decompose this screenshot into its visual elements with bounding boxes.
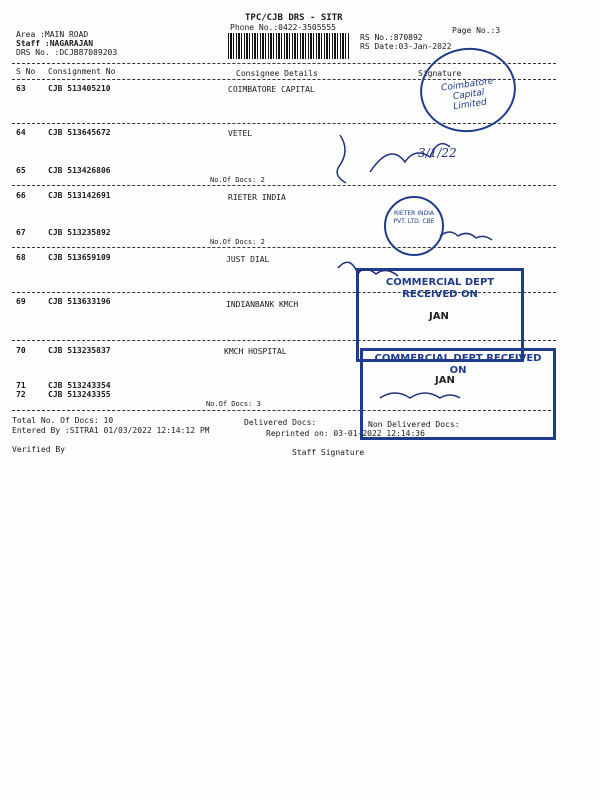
row-consignee: INDIANBANK KMCH bbox=[226, 300, 299, 309]
row-docs-count: No.Of Docs: 2 bbox=[210, 238, 265, 246]
row-consignment: CJB 513235892 bbox=[48, 228, 111, 237]
row-consignment: CJB 513645672 bbox=[48, 128, 111, 137]
col-consignee: Consignee Details bbox=[236, 69, 318, 78]
handwritten-date: 3/1/22 bbox=[418, 146, 457, 160]
row-docs-count: No.Of Docs: 2 bbox=[210, 176, 265, 184]
row-sno: 64 bbox=[16, 128, 26, 137]
row-consignment: CJB 513426806 bbox=[48, 166, 111, 175]
row-sno: 67 bbox=[16, 228, 26, 237]
row-consignment: CJB 513142691 bbox=[48, 191, 111, 200]
phone-number: Phone No.:0422-3505555 bbox=[230, 23, 336, 32]
row-consignee: VETEL bbox=[228, 129, 253, 138]
delivered-docs: Delivered Docs: bbox=[244, 418, 317, 427]
row-consignee: JUST DIAL bbox=[226, 255, 270, 264]
row-sno: 65 bbox=[16, 166, 26, 175]
row-consignment: CJB 513243354 bbox=[48, 381, 111, 390]
col-sno: S No bbox=[16, 67, 36, 76]
row-sno: 71 bbox=[16, 381, 26, 390]
handwritten-signature bbox=[440, 232, 492, 240]
reprinted-on: Reprinted on: 03-01-2022 12:14:36 bbox=[266, 429, 425, 438]
dept-stamp-2-text: COMMERCIAL DEPT RECEIVED ON bbox=[374, 353, 542, 376]
verified-by: Verified By bbox=[12, 445, 65, 454]
row-docs-count: No.Of Docs: 3 bbox=[206, 400, 261, 408]
staff-label: Staff :NAGARAJAN bbox=[16, 39, 94, 48]
rs-number: RS No.:870892 bbox=[360, 33, 423, 42]
capital-seal-text: Coimbatore Capital Limited bbox=[440, 76, 495, 113]
dept-stamp-text: COMMERCIAL DEPT RECEIVED ON bbox=[385, 277, 495, 300]
row-consignment: CJB 513633196 bbox=[48, 297, 111, 306]
handwritten-mark bbox=[337, 135, 346, 183]
dept-stamp-date: JAN bbox=[429, 311, 449, 322]
row-consignment: CJB 513659109 bbox=[48, 253, 111, 262]
row-consignment: CJB 513243355 bbox=[48, 390, 111, 399]
non-delivered-docs: Non Delivered Docs: bbox=[368, 420, 460, 429]
row-sno: 69 bbox=[16, 297, 26, 306]
col-signature: Signature bbox=[418, 69, 462, 78]
row-sno: 66 bbox=[16, 191, 26, 200]
area-label: Area :MAIN ROAD bbox=[16, 30, 89, 39]
dept-stamp-2-date: JAN bbox=[435, 375, 455, 386]
entered-by: Entered By :SITRA1 01/03/2022 12:14:12 PM bbox=[12, 426, 210, 435]
col-consignment: Consignment No bbox=[48, 67, 116, 76]
handwritten-signature bbox=[338, 262, 398, 276]
row-consignee: RIETER INDIA bbox=[228, 193, 286, 202]
rieter-seal-text: RIETER INDIA PVT. LTD. CBE bbox=[393, 210, 435, 225]
rs-date: RS Date:03-Jan-2022 bbox=[360, 42, 452, 51]
drs-number: DRS No. :DCJB87089203 bbox=[16, 48, 118, 57]
page-number: Page No.:3 bbox=[452, 26, 501, 35]
row-sno: 68 bbox=[16, 253, 26, 262]
total-docs: Total No. Of Docs: 10 bbox=[12, 416, 114, 425]
row-consignment: CJB 513235837 bbox=[48, 346, 111, 355]
row-sno: 70 bbox=[16, 346, 26, 355]
document-title: TPC/CJB DRS - SITR bbox=[245, 13, 343, 23]
row-consignee: KMCH HOSPITAL bbox=[224, 347, 287, 356]
row-sno: 63 bbox=[16, 84, 26, 93]
row-consignee: COIMBATORE CAPITAL bbox=[228, 85, 315, 94]
row-consignment: CJB 513405210 bbox=[48, 84, 111, 93]
row-sno: 72 bbox=[16, 390, 26, 399]
staff-signature: Staff Signature bbox=[292, 448, 365, 457]
handwritten-signature bbox=[380, 393, 460, 398]
